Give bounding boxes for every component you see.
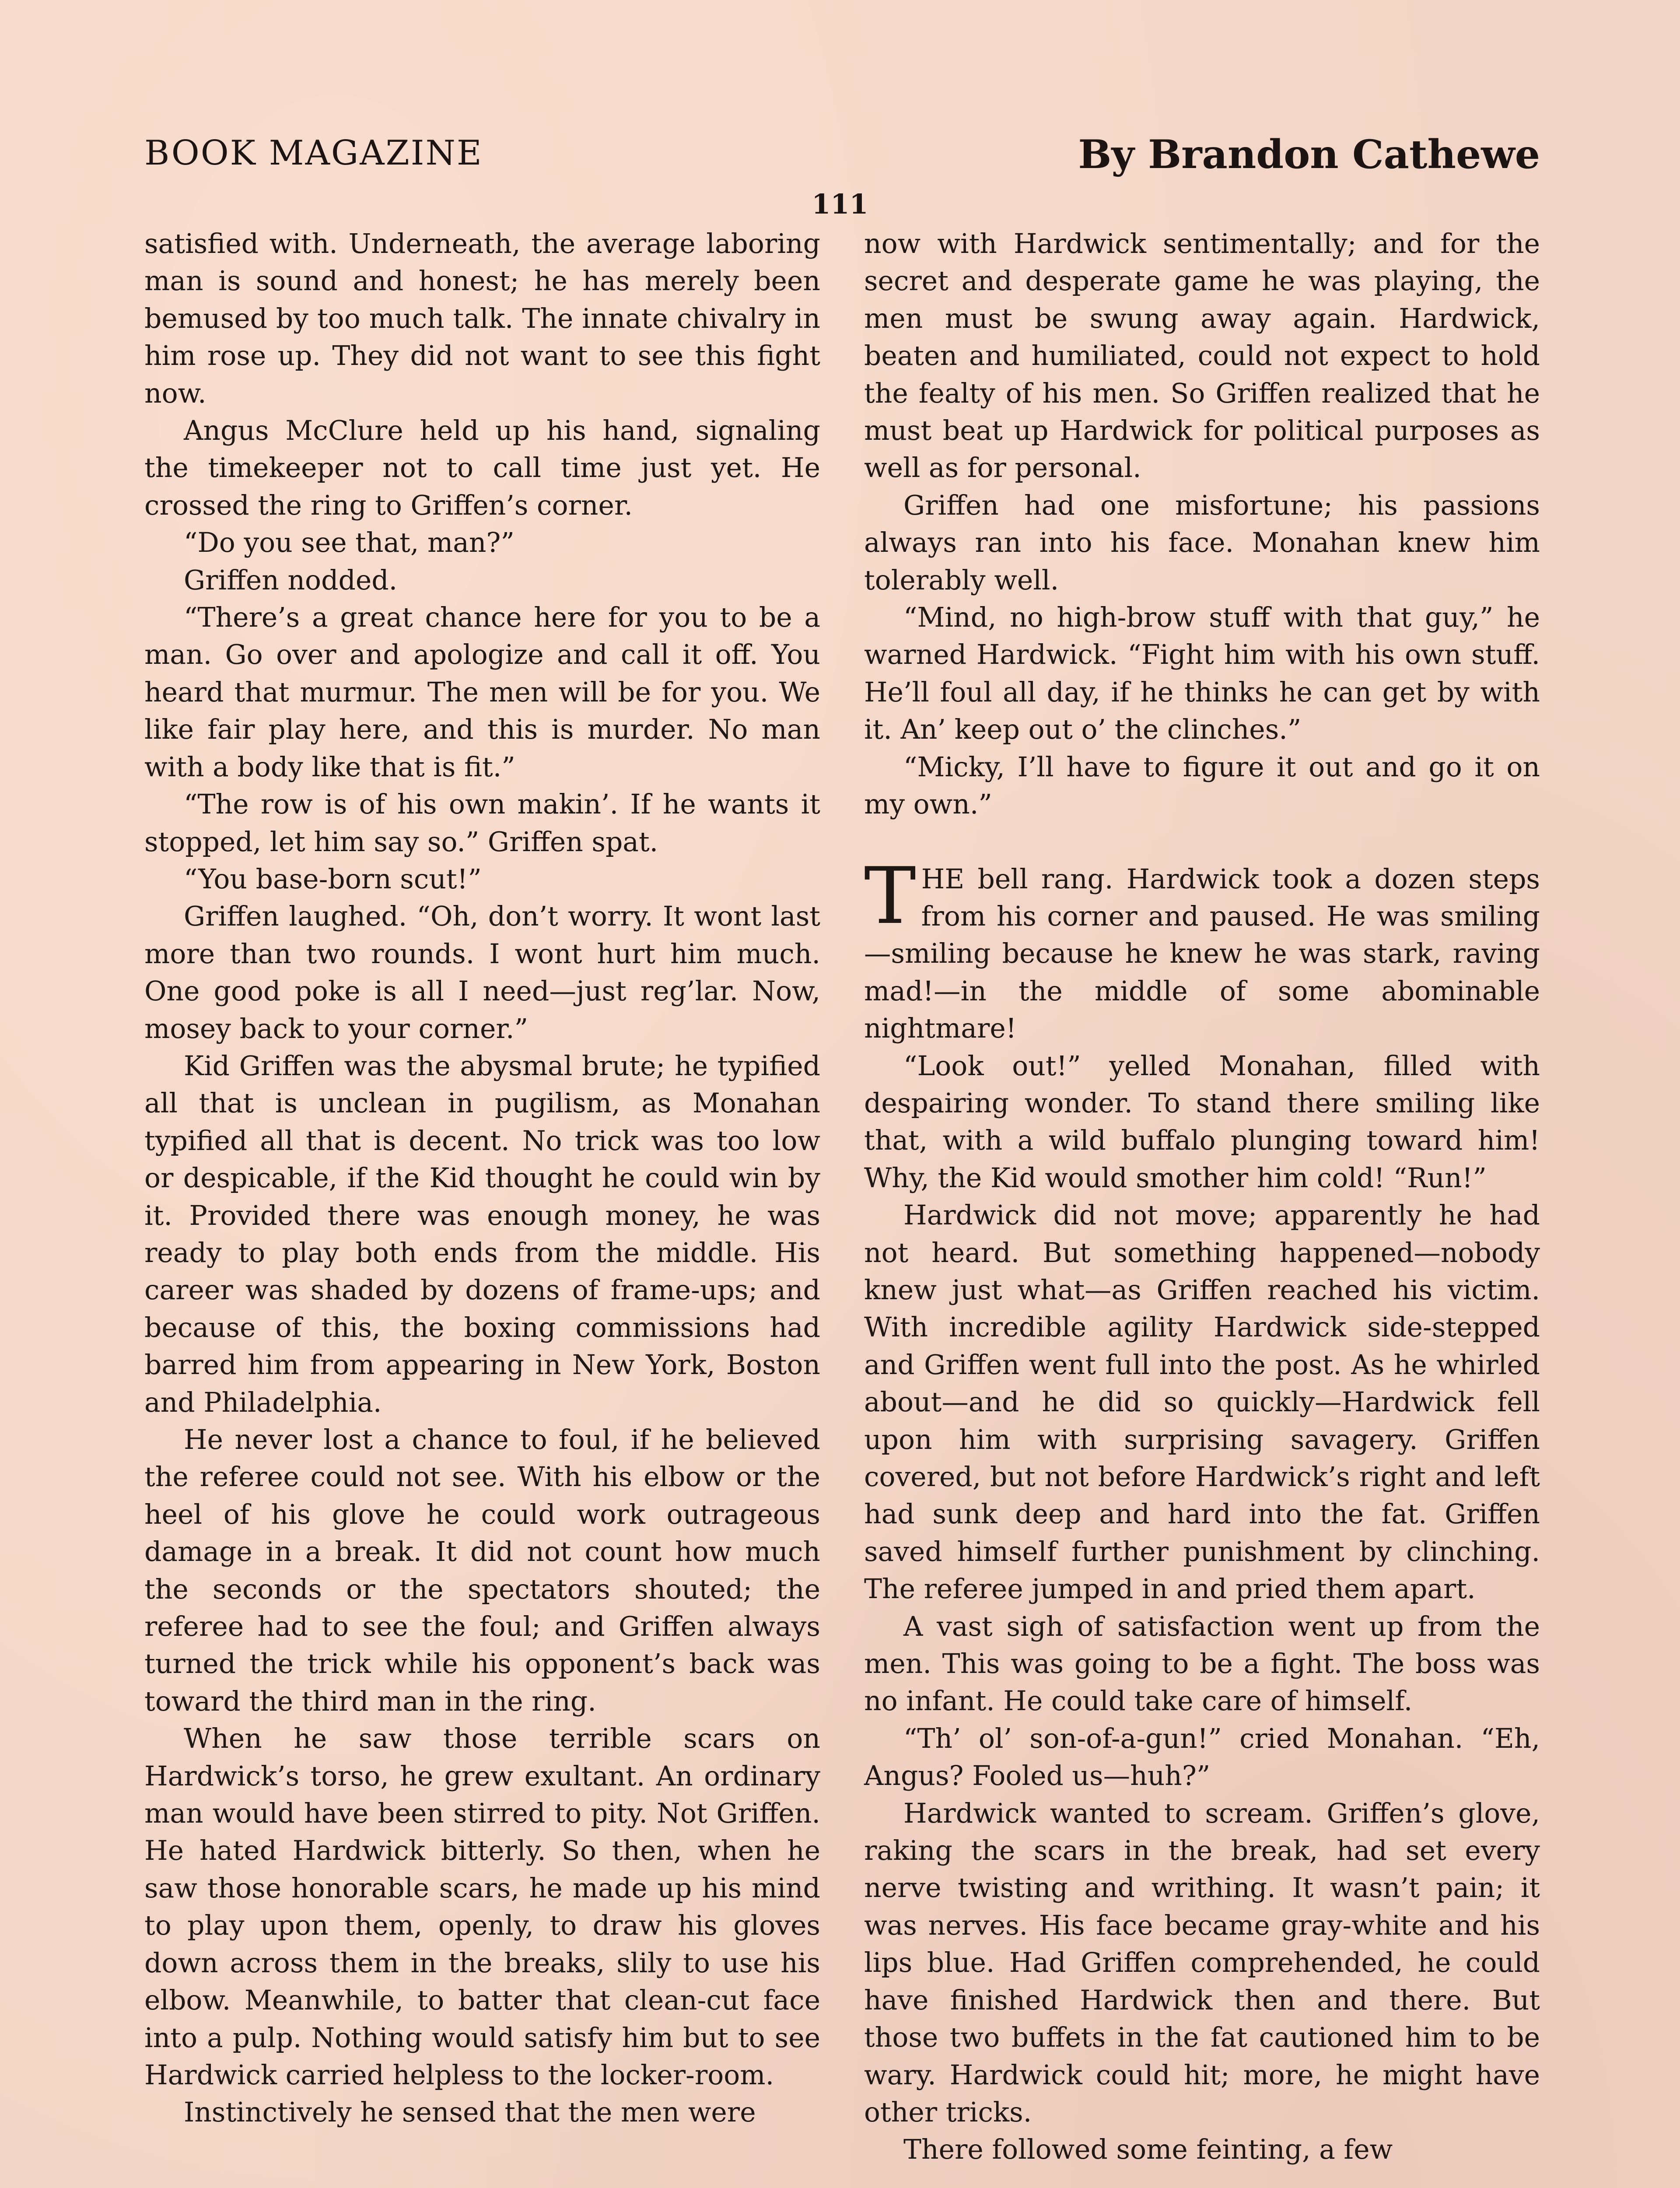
page-number: 111 [812,188,868,220]
paragraph: When he saw those terrible scars on Hardwick’s torso, he grew exultant. An ordinary man would have been stirred to pity. Not Griffen. He hated Hardwick bitterly. So then, when he saw those honorable scars, he made up his mind to play upon them, openly, to draw his gloves down across them in the breaks, slily to use his elbow. Meanwhile, to batter that clean-cut face into a pulp. Nothing would satisfy him but to see Hardwick carried helpless to the locker-room. [144,1723,820,2091]
paragraph: “Mind, no high-brow stuff with that guy,” he warned Hardwick. “Fight him with his own stuff. He’ll foul all day, if he thinks he can get by with it. An’ keep out o’ the clinches.” [864,602,1540,746]
paragraph: “You base-born scut!” [184,863,482,895]
paragraph: A vast sigh of satisfaction went up from the men. This was going to be a fight. The boss was no infant. He could take care of himself. [864,1610,1540,1717]
author-byline: By Brandon Cathewe [1078,131,1540,178]
paragraph: Griffen had one misfortune; his passions always ran into his face. Monahan knew him tolerably well. [864,489,1540,596]
paragraph: Hardwick wanted to scream. Griffen’s glove, raking the scars in the break, had set every nerve twisting and writhing. It wasn’t pain; it was nerves. His face became gray-white and his lips blue. Had Griffen comprehended, he could have finished Hardwick then and there. But those two buffets in the fat cautioned him to be wary. Hardwick could hit; more, he might have other tricks. [864,1797,1540,2128]
paragraph: He never lost a chance to foul, if he believed the referee could not see. With his elbow or the heel of his glove he could work outrageous damage in a break. It did not count how much the seconds or the spectators shouted; the referee had to see the foul; and Griffen always turned the trick while his opponent’s back was toward the third man in the ring. [144,1424,820,1717]
paragraph: Griffen laughed. “Oh, don’t worry. It wont last more than two rounds. I wont hurt him much. One good poke is all I need—just reg’lar. Now, mosey back to your corner.” [144,901,820,1045]
paragraph: satisfied with. Underneath, the average laboring man is sound and honest; he has merely been bemused by too much talk. The innate chivalry in him rose up. They did not want to see this fight now. [144,228,820,409]
section-opening-paragraph [864,850,1540,1048]
magazine-title: BOOK MAGAZINE [144,133,483,173]
paragraph: Hardwick did not move; apparently he had not heard. But something happened—nobody knew just what—as Griffen reached his victim. With incredible agility Hardwick side-stepped and Griffen went full into the post. As he whirled about—and he did so quickly—Hardwick fell upon him with surprising savagery. Griffen covered, but not before Hardwick’s right and left had sunk deep and hard into the fat. Griffen saved himself further punishment by clinching. The referee jumped in and pried them apart. [864,1199,1540,1605]
paragraph: Griffen nodded. [184,564,398,596]
paragraph: “Look out!” yelled Monahan, filled with despairing wonder. To stand there smiling like that, with a wild buffalo plunging toward him! Why, the Kid would smother him cold! “Run!” [864,1050,1540,1194]
paragraph: Angus McClure held up his hand, signaling the timekeeper not to call time just yet. He crossed the ring to Griffen’s corner. [144,415,820,521]
paragraph-text: HE bell rang. Hardwick took a dozen steps from his corner and paused. He was smiling—smiling because he knew he was stark, raving mad!—in the middle of some abominable nightmare! [864,863,1540,1045]
right-column [864,225,1540,2169]
drop-cap: T [864,850,916,941]
paragraph: “The row is of his own makin’. If he wants it stopped, let him say so.” Griffen spat. [144,789,820,858]
left-column [144,225,820,2132]
paragraph: There followed some feinting, a few [903,2134,1393,2166]
paragraph: Instinctively he sensed that the men were [184,2097,756,2128]
paragraph: “Th’ ol’ son-of-a-gun!” cried Monahan. “Eh, Angus? Fooled us—huh?” [864,1722,1540,1792]
paragraph: “Micky, I’ll have to figure it out and go it on my own.” [864,751,1540,820]
paragraph: Kid Griffen was the abysmal brute; he typified all that is unclean in pugilism, as Monahan typified all that is decent. No trick was too low or despicable, if the Kid thought he could win by it. Provided there was enough money, he was ready to play both ends from the middle. His career was shaded by dozens of frame-ups; and because of this, the boxing commissions had barred him from appearing in New York, Boston and Philadelphia. [144,1050,820,1418]
paragraph: now with Hardwick sentimentally; and for the secret and desperate game he was playing, the men must be swung away again. Hardwick, beaten and humiliated, could not expect to hold the fealty of his men. So Griffen realized that he must beat up Hardwick for political purposes as well as for personal. [864,228,1540,484]
paragraph: “There’s a great chance here for you to be a man. Go over and apologize and call it off. You heard that murmur. The men will be for you. We like fair play here, and this is murder. No man with a body like that is fit.” [144,602,820,783]
paragraph: “Do you see that, man?” [184,527,514,559]
